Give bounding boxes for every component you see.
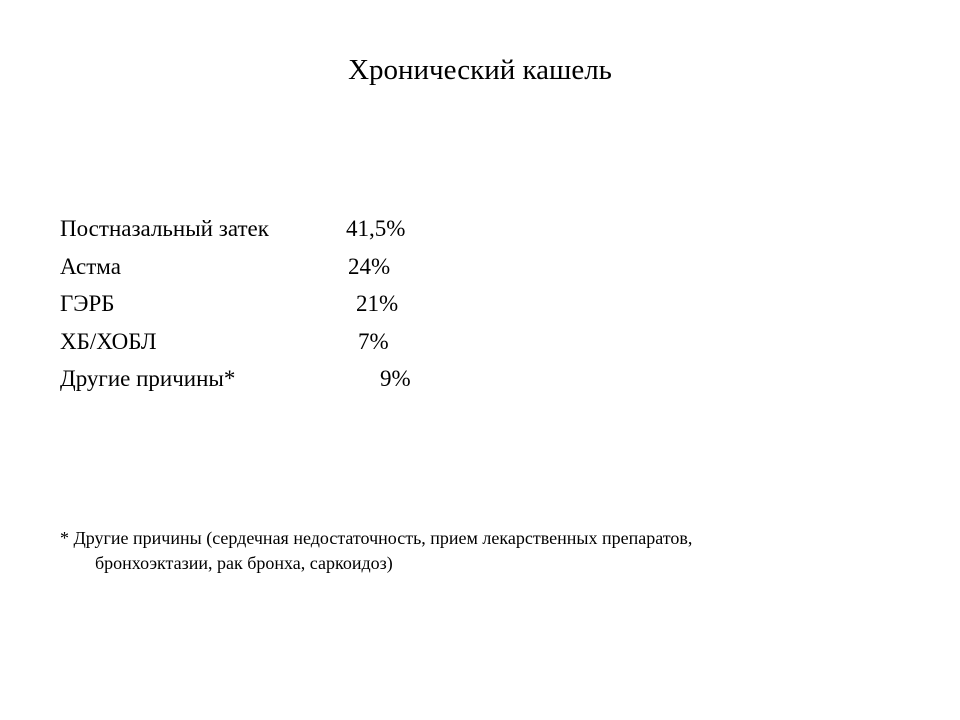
cause-percent: 24% — [348, 253, 391, 279]
footnote-line: * Другие причины (сердечная недостаточность, прием лекарственных препаратов, — [60, 528, 693, 548]
cause-percent: 9% — [380, 366, 411, 391]
cause-row — [60, 286, 660, 324]
cause-row — [60, 361, 660, 399]
cause-percent: 7% — [358, 328, 389, 354]
cause-name: Постназальный затек — [60, 216, 269, 241]
cause-name: ГЭРБ — [60, 291, 115, 316]
cause-list — [60, 211, 660, 399]
cause-row — [60, 249, 660, 287]
slide-title: Хронический кашель — [348, 54, 612, 86]
cause-name: Астма — [60, 253, 121, 279]
cause-percent: 21% — [356, 291, 399, 316]
cause-percent: 41,5% — [346, 216, 406, 241]
cause-row — [60, 324, 660, 362]
footnote — [60, 526, 880, 576]
cause-name: ХБ/ХОБЛ — [60, 328, 157, 354]
cause-row — [60, 211, 660, 249]
footnote-line: бронхоэктазии, рак бронха, саркоидоз) — [95, 553, 393, 573]
cause-name: Другие причины* — [60, 366, 236, 391]
